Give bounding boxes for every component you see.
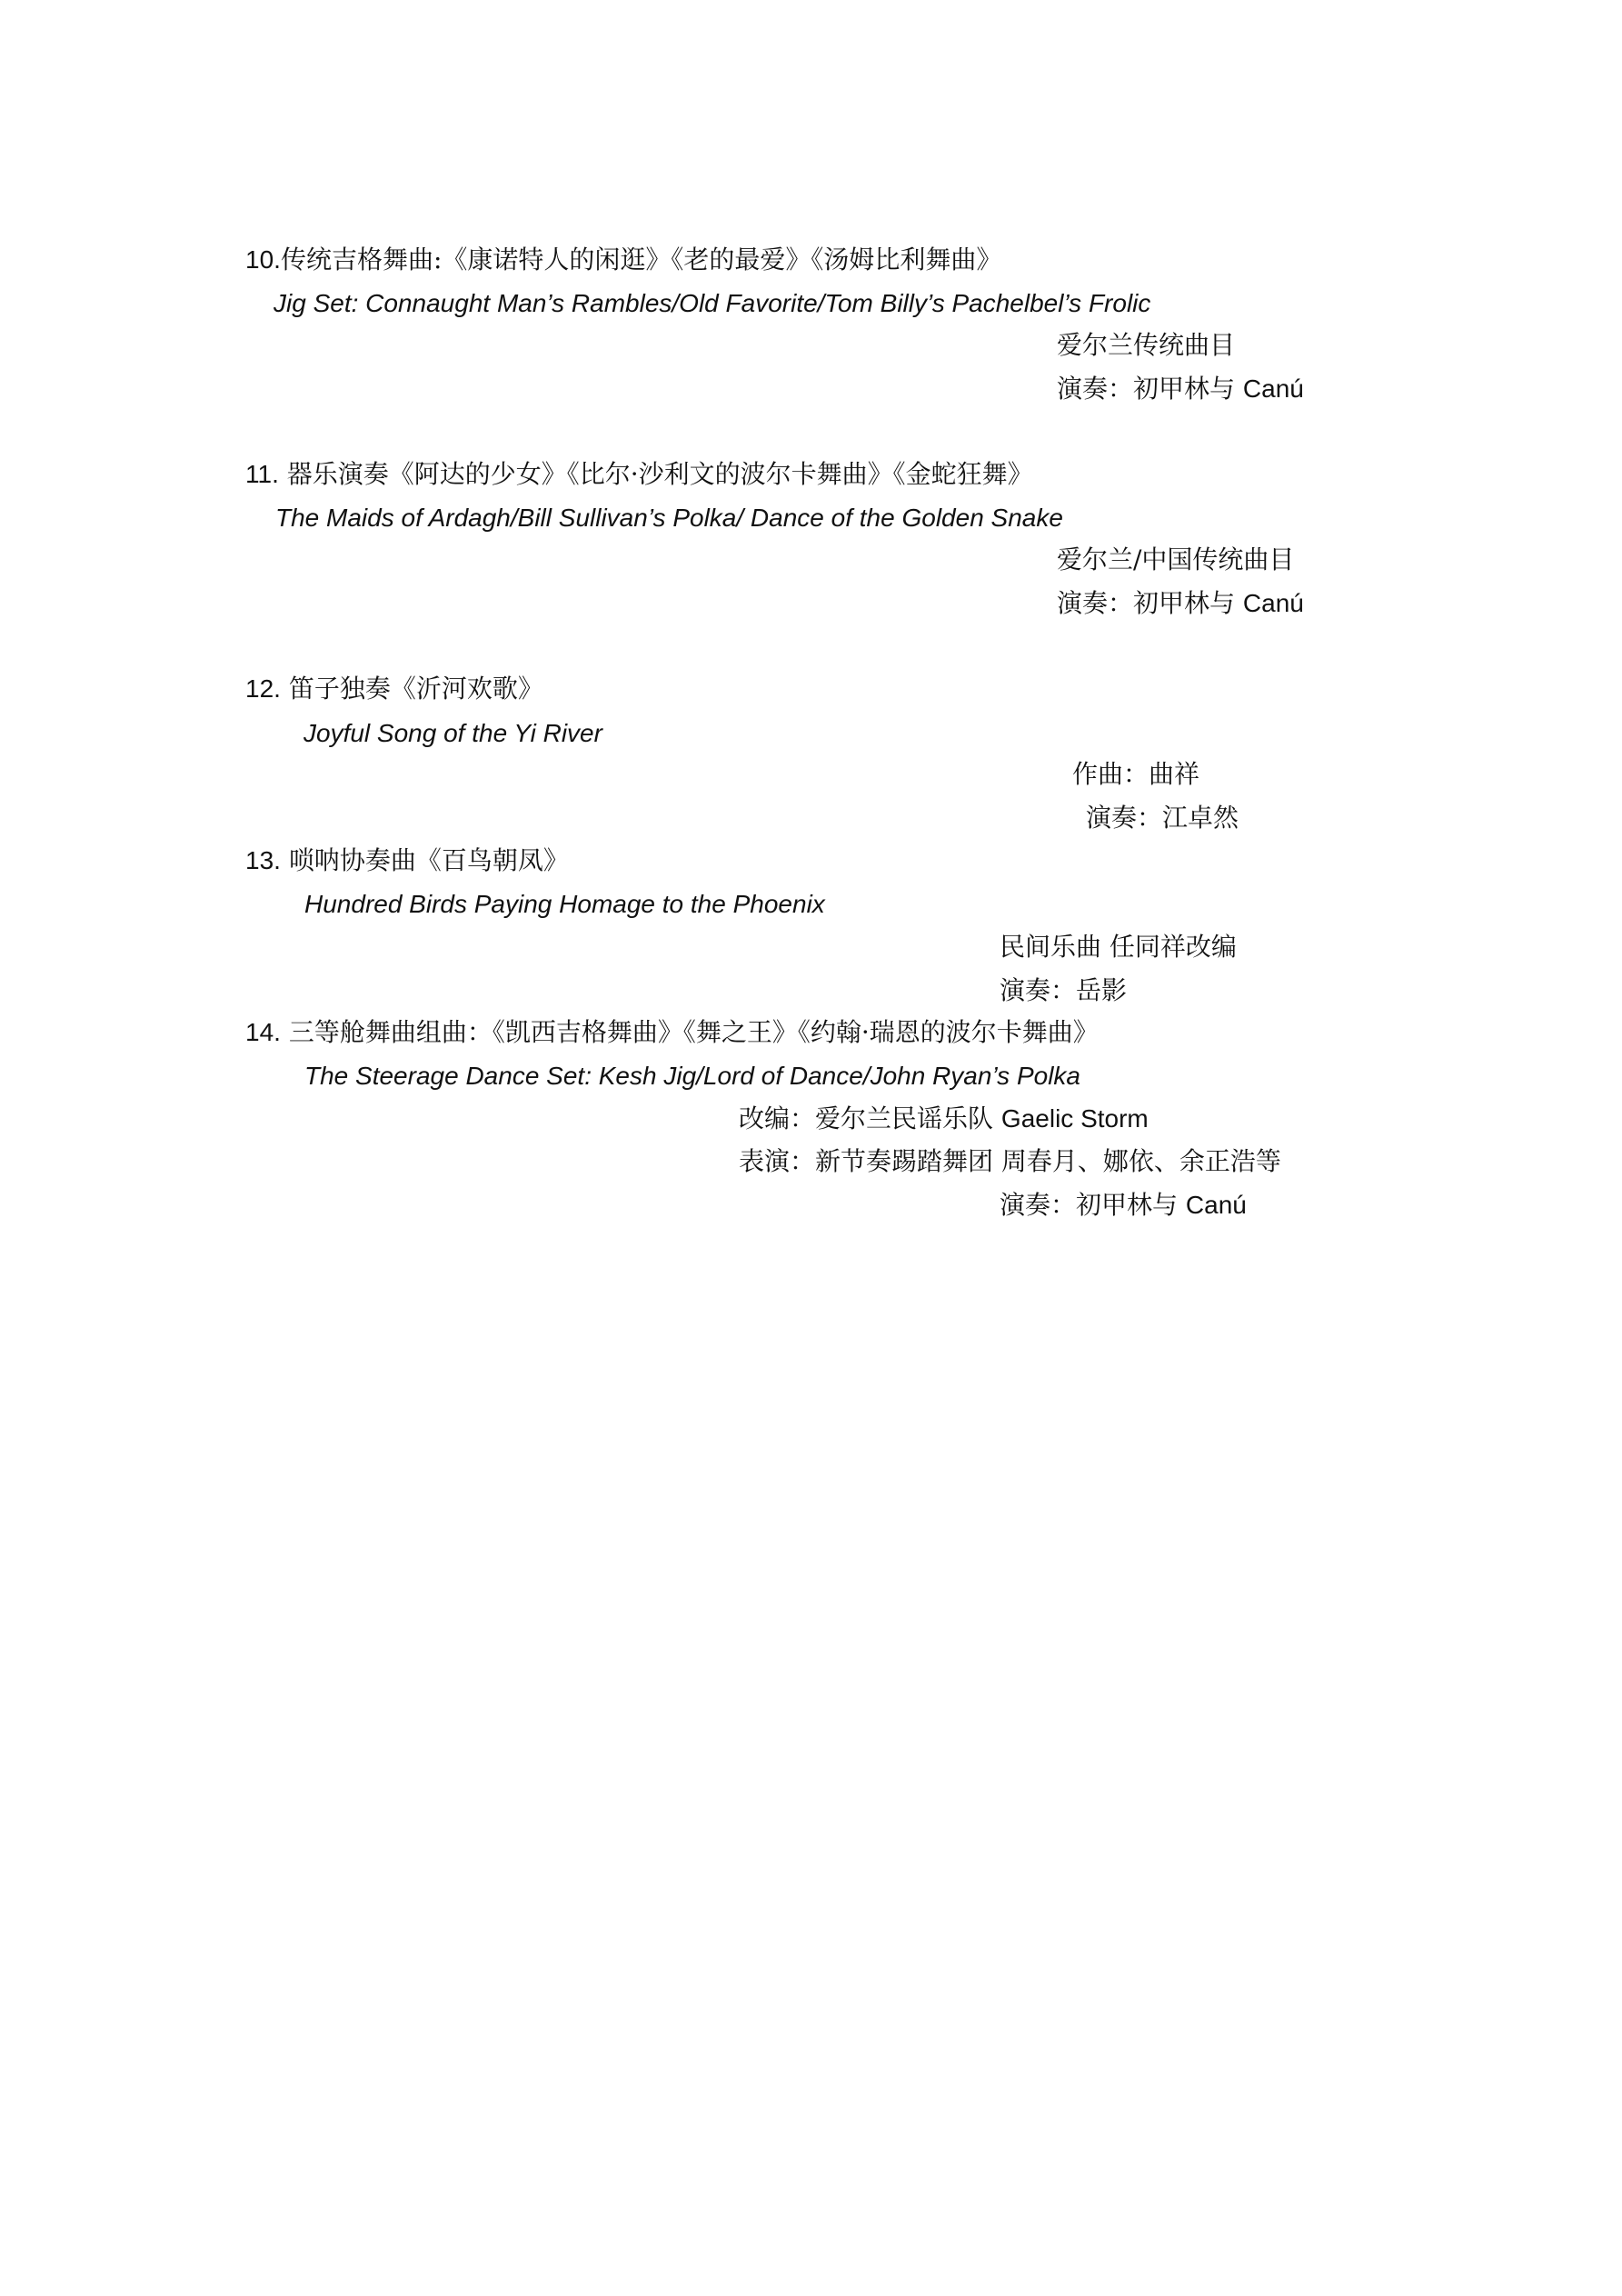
item-10-title	[245, 247, 1001, 273]
item-10-performer-band: Canú	[1242, 374, 1304, 403]
item-13-arranger: 民间乐曲 任同祥改编	[1000, 932, 1237, 962]
item-14-english-title: The Steerage Dance Set: Kesh Jig/Lord of Dance/John Ryan’s Polka	[304, 1062, 1080, 1090]
item-10-origin: 爱尔兰传统曲目	[1057, 330, 1236, 360]
item-13-title-text: 唢呐协奏曲《百鸟朝凤》	[288, 845, 569, 875]
item-12-composer: 作曲：曲祥	[1072, 759, 1200, 789]
item-10-performer	[1057, 376, 1304, 402]
item-12-title-text: 笛子独奏《沂河欢歌》	[288, 674, 543, 704]
item-13-number: 13.	[245, 846, 281, 874]
item-14-arrangement-band: Gaelic Storm	[1000, 1104, 1149, 1133]
item-10-number: 10.	[245, 245, 281, 274]
item-12-english-title: Joyful Song of the Yi River	[304, 719, 602, 747]
item-13-english-title: Hundred Birds Paying Homage to the Phoenix	[304, 890, 825, 918]
item-10-title-text: 传统吉格舞曲:《康诺特人的闲逛》《老的最爱》《汤姆比利舞曲》	[280, 245, 1002, 275]
item-12-title	[245, 676, 543, 702]
item-14-performer-label: 演奏：初甲林与	[1000, 1190, 1179, 1220]
item-12-number: 12.	[245, 674, 281, 703]
item-14-title	[245, 1017, 1099, 1047]
item-13-performer: 演奏：岳影	[1000, 975, 1128, 1005]
item-14-arrangement	[739, 1103, 1149, 1133]
item-12-performer: 演奏：江卓然	[1086, 803, 1239, 833]
item-10-performer-label: 演奏：初甲林与	[1057, 374, 1236, 404]
item-14-performer-band: Canú	[1185, 1191, 1247, 1219]
item-11-english-title: The Maids of Ardagh/Bill Sullivan’s Polka/ Dance of the Golden Snake	[275, 504, 1063, 532]
item-14-number: 14.	[245, 1018, 281, 1046]
item-14-arrangement-label: 改编：爱尔兰民谣乐队	[739, 1103, 994, 1133]
item-13-title	[245, 845, 569, 875]
item-11-performer-label: 演奏：初甲林与	[1057, 588, 1236, 618]
item-11-title	[245, 459, 1033, 489]
item-14-performer	[1000, 1190, 1247, 1220]
item-14-title-text: 三等舱舞曲组曲：《凯西吉格舞曲》《舞之王》《约翰·瑞恩的波尔卡舞曲》	[288, 1017, 1099, 1047]
item-11-performer-band: Canú	[1242, 589, 1304, 617]
item-10-english-title: Jig Set: Connaught Man’s Rambles/Old Favorite/Tom Billy’s Pachelbel’s Frolic	[274, 289, 1151, 317]
item-14-dance-performers: 表演：新节奏踢踏舞团 周春月、娜依、余正浩等	[739, 1146, 1281, 1176]
item-11-origin: 爱尔兰/中国传统曲目	[1057, 544, 1295, 574]
item-11-number: 11.	[245, 460, 279, 488]
item-11-performer	[1057, 588, 1304, 618]
item-11-title-text: 器乐演奏《阿达的少女》《比尔·沙利文的波尔卡舞曲》《金蛇狂舞》	[286, 459, 1033, 489]
